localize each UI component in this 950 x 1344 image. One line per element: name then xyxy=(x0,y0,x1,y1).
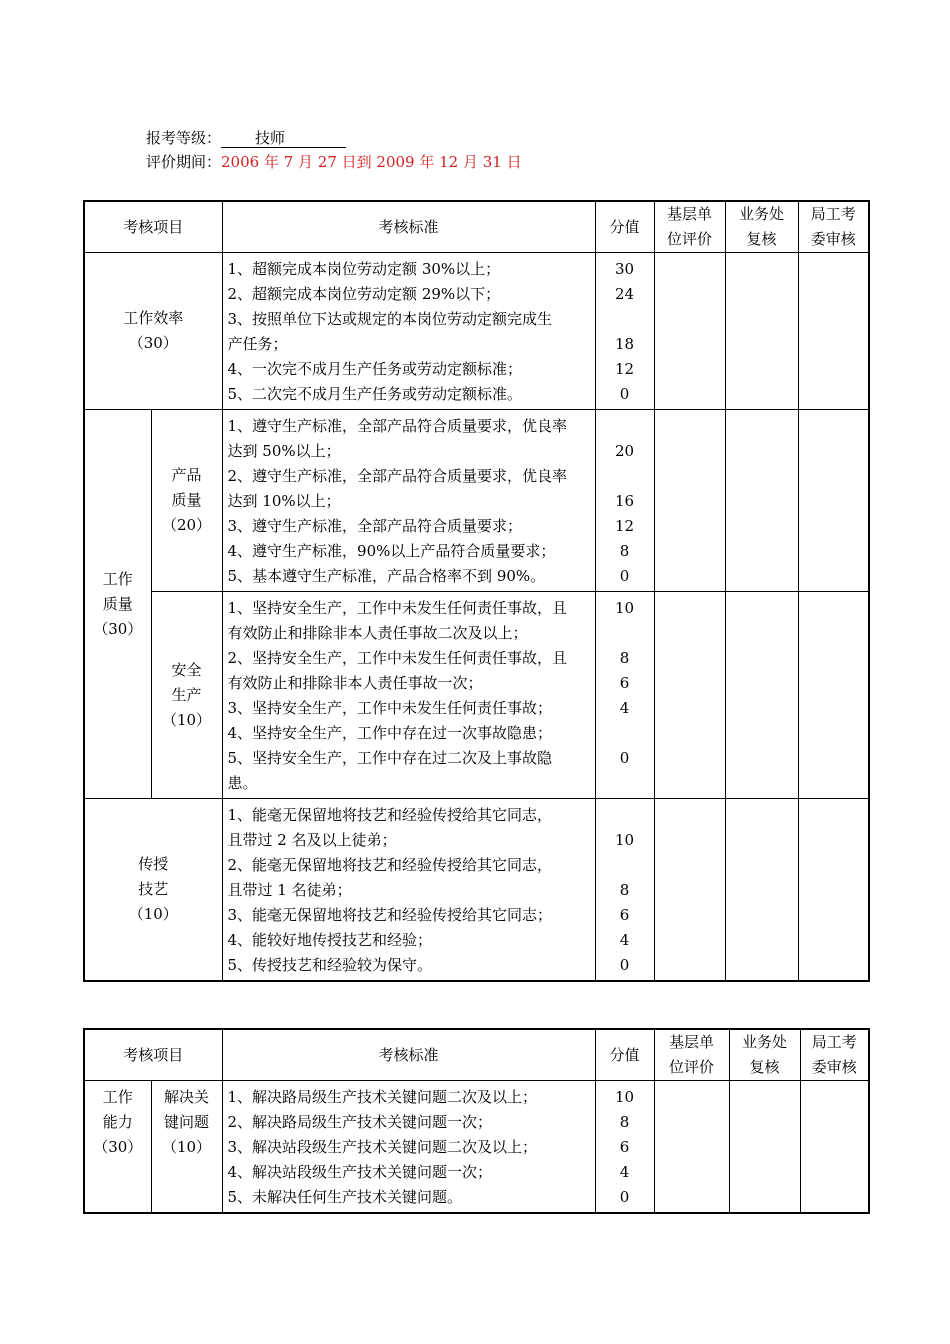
criteria-line: 有效防止和排除非本人责任事故一次； xyxy=(227,674,483,692)
criteria-ability xyxy=(222,1081,595,1214)
subitem-safety-name1: 安全 xyxy=(171,660,202,679)
item-skills-name2: 技艺 xyxy=(138,880,169,898)
subitem-product-name2: 质量 xyxy=(171,491,202,509)
criteria-line: 4、遵守生产标准，90%以上产品符合质量要求； xyxy=(227,542,556,560)
header-grassroots xyxy=(654,1029,729,1081)
header-bureau xyxy=(800,1029,869,1081)
header-dept xyxy=(729,1029,800,1081)
header-grassroots xyxy=(654,201,725,253)
bureau-audit-cell[interactable] xyxy=(798,592,869,799)
score-value: 16 xyxy=(614,492,635,510)
criteria-line: 且带过 2 名及以上徒弟； xyxy=(227,831,397,849)
criteria-line: 2、解决路局级生产技术关键问题一次； xyxy=(227,1113,493,1131)
header-bureau-line1: 局工考 xyxy=(810,205,856,223)
dept-review-cell[interactable] xyxy=(725,799,798,982)
criteria-line: 4、坚持安全生产，工作中存在过一次事故隐患； xyxy=(227,724,553,742)
criteria-line: 5、坚持安全生产，工作中存在过二次及上事故隐 xyxy=(227,749,553,767)
grassroots-eval-cell[interactable] xyxy=(654,253,725,410)
item-efficiency-points: （30） xyxy=(128,334,178,352)
header-bureau-line2: 委审核 xyxy=(811,1058,857,1076)
criteria-line: 3、按照单位下达或规定的本岗位劳动定额完成生 xyxy=(227,310,553,328)
scores-safety xyxy=(595,592,654,799)
period-line xyxy=(146,152,522,172)
criteria-line: 2、超额完成本岗位劳动定额 29%以下； xyxy=(227,285,501,303)
score-value: 0 xyxy=(619,567,630,585)
criteria-line: 产任务； xyxy=(227,335,288,353)
table-row-skills xyxy=(84,799,869,982)
item-skills-name1: 传授 xyxy=(138,855,169,873)
subitem-product-points: （20） xyxy=(161,516,212,534)
header-bureau-line2: 委审核 xyxy=(810,230,856,248)
score-value: 10 xyxy=(614,599,635,617)
score-value: 6 xyxy=(619,1138,630,1156)
score-value: 8 xyxy=(619,542,630,560)
header-standard: 考核标准 xyxy=(222,1029,595,1081)
header-score: 分值 xyxy=(595,201,654,253)
item-quality xyxy=(84,410,151,799)
table-header-row xyxy=(84,1029,869,1081)
grassroots-eval-cell[interactable] xyxy=(654,1081,729,1214)
level-value: 技师 xyxy=(221,129,346,148)
criteria-skills xyxy=(222,799,595,982)
score-value: 8 xyxy=(619,1113,630,1131)
score-value: 30 xyxy=(614,260,635,278)
criteria-line: 3、坚持安全生产，工作中未发生任何责任事故； xyxy=(227,699,553,717)
bureau-audit-cell[interactable] xyxy=(800,1081,869,1214)
criteria-line: 4、解决站段级生产技术关键问题一次； xyxy=(227,1163,493,1181)
score-value: 6 xyxy=(619,906,630,924)
score-value: 0 xyxy=(619,956,630,974)
criteria-line: 1、坚持安全生产，工作中未发生任何责任事故，且 xyxy=(227,599,568,617)
criteria-line: 1、解决路局级生产技术关键问题二次及以上； xyxy=(227,1088,538,1106)
criteria-line: 5、传授技艺和经验较为保守。 xyxy=(227,956,433,974)
criteria-product-quality xyxy=(222,410,595,592)
scores-efficiency xyxy=(595,253,654,410)
scores-ability xyxy=(595,1081,654,1214)
grassroots-eval-cell[interactable] xyxy=(654,410,725,592)
item-efficiency xyxy=(84,253,222,410)
table-row-safety xyxy=(84,592,869,799)
header-grassroots-line2: 位评价 xyxy=(669,1058,715,1076)
item-quality-name2: 质量 xyxy=(102,594,133,613)
score-value: 4 xyxy=(619,1163,630,1181)
score-value: 4 xyxy=(619,931,630,949)
subitem-product-quality xyxy=(151,410,222,592)
scores-product-quality xyxy=(595,410,654,592)
header-dept-line2: 复核 xyxy=(746,230,777,248)
score-value: 10 xyxy=(614,1088,635,1106)
score-value: 6 xyxy=(619,674,630,692)
subitem-key-name2: 键问题 xyxy=(164,1113,210,1131)
criteria-line: 达到 50%以上； xyxy=(227,442,341,460)
score-value: 8 xyxy=(619,881,630,899)
criteria-line: 患。 xyxy=(227,774,258,792)
header-bureau-line1: 局工考 xyxy=(811,1033,857,1051)
criteria-line: 2、坚持安全生产，工作中未发生任何责任事故，且 xyxy=(227,649,568,667)
item-quality-points: （30） xyxy=(93,619,143,638)
criteria-line: 且带过 1 名徒弟； xyxy=(227,881,352,899)
score-value: 0 xyxy=(619,1188,630,1206)
level-line xyxy=(146,128,346,148)
subitem-product-name1: 产品 xyxy=(171,466,202,484)
item-efficiency-name: 工作效率 xyxy=(123,309,184,327)
subitem-key-name1: 解决关 xyxy=(164,1088,210,1106)
subitem-key-points: （10） xyxy=(161,1138,212,1156)
header-bureau xyxy=(798,201,869,253)
score-value: 24 xyxy=(614,285,635,303)
criteria-line: 3、解决站段级生产技术关键问题二次及以上； xyxy=(227,1138,538,1156)
criteria-line: 1、能毫无保留地将技艺和经验传授给其它同志， xyxy=(227,806,553,824)
criteria-line: 5、未解决任何生产技术关键问题。 xyxy=(227,1188,463,1206)
table-header-row xyxy=(84,201,869,253)
score-value: 8 xyxy=(619,649,630,667)
score-value: 18 xyxy=(614,335,635,353)
criteria-line: 有效防止和排除非本人责任事故二次及以上； xyxy=(227,624,528,642)
score-value: 20 xyxy=(614,442,635,460)
subitem-key-problems xyxy=(151,1081,222,1214)
item-ability-name2: 能力 xyxy=(102,1113,133,1131)
score-value: 12 xyxy=(614,360,635,378)
table-row-product-quality xyxy=(84,410,869,592)
header-standard: 考核标准 xyxy=(222,201,595,253)
dept-review-cell[interactable] xyxy=(725,253,798,410)
score-value: 4 xyxy=(619,699,630,717)
item-skills-points: （10） xyxy=(128,905,178,923)
criteria-safety xyxy=(222,592,595,799)
criteria-line: 1、超额完成本岗位劳动定额 30%以上； xyxy=(227,260,501,278)
header-item: 考核项目 xyxy=(84,201,222,253)
item-ability xyxy=(84,1081,151,1214)
criteria-line: 4、一次完不成月生产任务或劳动定额标准； xyxy=(227,360,523,378)
table-row-ability xyxy=(84,1081,869,1214)
table-row-efficiency xyxy=(84,253,869,410)
item-quality-name1: 工作 xyxy=(102,569,133,588)
subitem-safety xyxy=(151,592,222,799)
criteria-line: 1、遵守生产标准，全部产品符合质量要求，优良率 xyxy=(227,417,568,435)
item-skills xyxy=(84,799,222,982)
criteria-line: 达到 10%以上； xyxy=(227,492,341,510)
header-dept-line1: 业务处 xyxy=(742,1033,788,1051)
score-value: 0 xyxy=(619,385,630,403)
criteria-line: 3、能毫无保留地将技艺和经验传授给其它同志； xyxy=(227,906,553,924)
evaluation-table-2 xyxy=(83,1028,870,1214)
dept-review-cell[interactable] xyxy=(725,410,798,592)
item-ability-name1: 工作 xyxy=(102,1088,133,1106)
criteria-efficiency xyxy=(222,253,595,410)
grassroots-eval-cell[interactable] xyxy=(654,799,725,982)
criteria-line: 2、遵守生产标准，全部产品符合质量要求，优良率 xyxy=(227,467,568,485)
header-grassroots-line1: 基层单 xyxy=(667,205,713,223)
header-dept xyxy=(725,201,798,253)
header-dept-line2: 复核 xyxy=(749,1058,780,1076)
score-value: 0 xyxy=(619,749,630,767)
period-label: 评价期间： xyxy=(146,153,222,171)
subitem-safety-name2: 生产 xyxy=(171,685,202,704)
bureau-audit-cell[interactable] xyxy=(798,799,869,982)
period-value: 2006 年 7 月 27 日到 2009 年 12 月 31 日 xyxy=(221,153,522,171)
criteria-line: 5、二次完不成月生产任务或劳动定额标准。 xyxy=(227,385,523,403)
criteria-line: 2、能毫无保留地将技艺和经验传授给其它同志， xyxy=(227,856,553,874)
dept-review-cell[interactable] xyxy=(725,592,798,799)
level-label: 报考等级： xyxy=(146,129,222,147)
evaluation-table-1 xyxy=(83,200,870,982)
item-ability-points: （30） xyxy=(93,1138,143,1156)
grassroots-eval-cell[interactable] xyxy=(654,592,725,799)
dept-review-cell[interactable] xyxy=(729,1081,800,1214)
criteria-line: 4、能较好地传授技艺和经验； xyxy=(227,931,433,949)
criteria-line: 3、遵守生产标准，全部产品符合质量要求； xyxy=(227,517,523,535)
scores-skills xyxy=(595,799,654,982)
bureau-audit-cell[interactable] xyxy=(798,410,869,592)
criteria-line: 5、基本遵守生产标准，产品合格率不到 90%。 xyxy=(227,567,546,585)
bureau-audit-cell[interactable] xyxy=(798,253,869,410)
header-grassroots-line2: 位评价 xyxy=(667,230,713,248)
subitem-safety-points: （10） xyxy=(161,710,212,729)
header-dept-line1: 业务处 xyxy=(739,205,785,223)
score-value: 10 xyxy=(614,831,635,849)
score-value: 12 xyxy=(614,517,635,535)
header-item: 考核项目 xyxy=(84,1029,222,1081)
header-score: 分值 xyxy=(595,1029,654,1081)
header-grassroots-line1: 基层单 xyxy=(669,1033,715,1051)
